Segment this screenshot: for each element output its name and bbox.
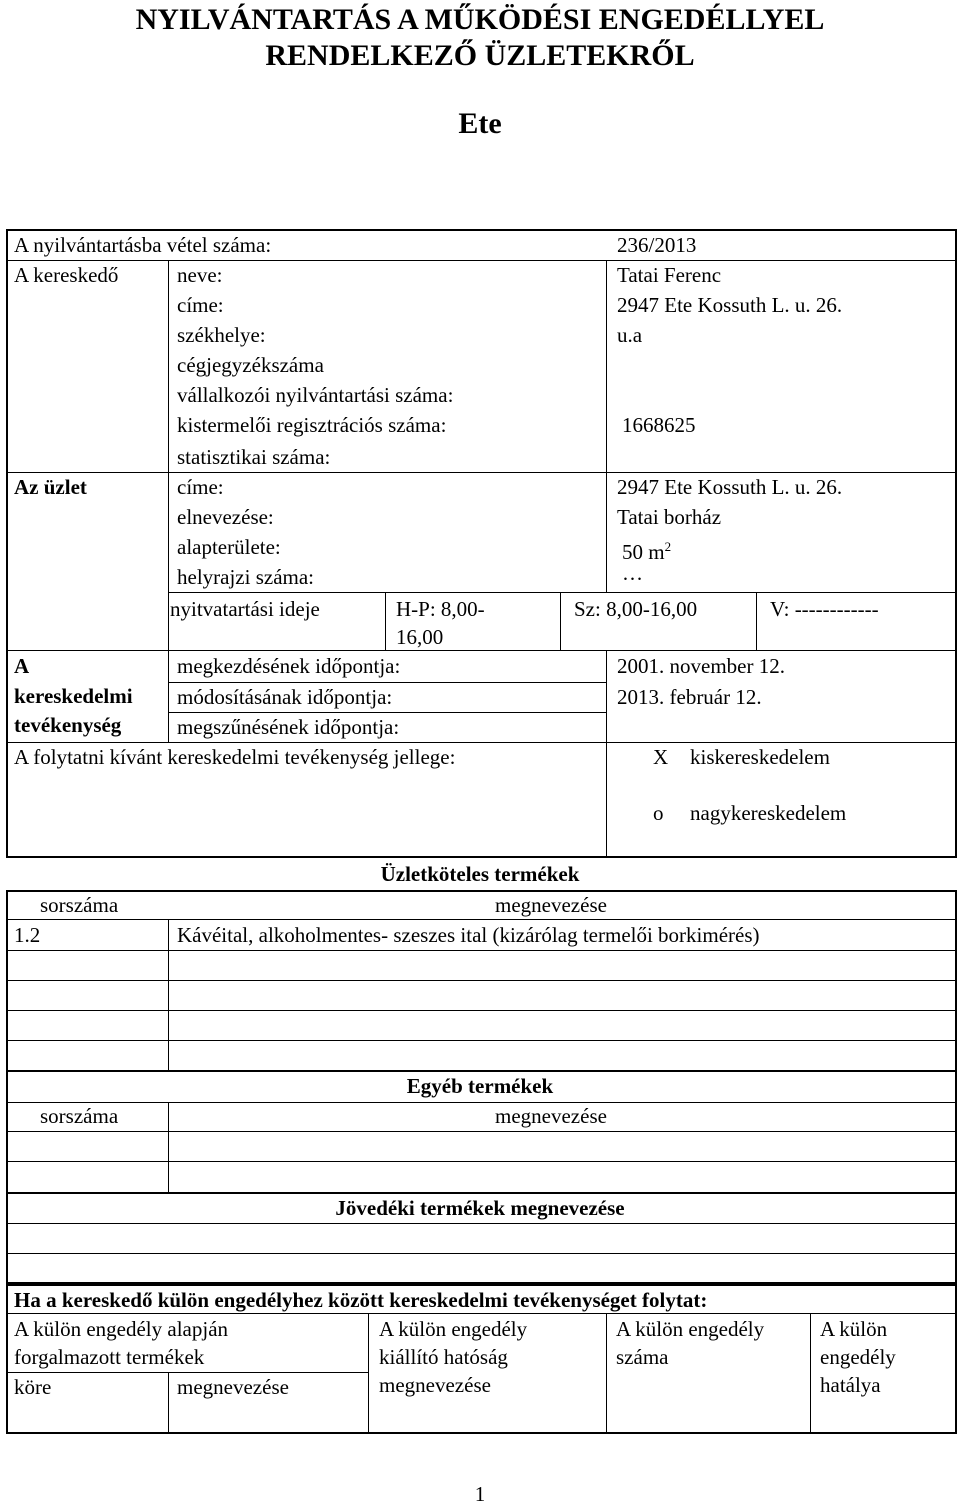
other-products-col-name: megnevezése: [495, 1104, 607, 1128]
activity-section-line1: A: [14, 654, 30, 678]
shop-name-value: Tatai borház: [617, 505, 722, 529]
merchant-address-value: 2947 Ete Kossuth L. u. 26.: [617, 293, 843, 317]
merchant-entrepreneur-reg-label: vállalkozói nyilvántartási száma:: [177, 383, 454, 407]
retail-label: kiskereskedelem: [690, 745, 830, 769]
shop-lot-value: …: [622, 561, 643, 585]
merchant-statistical-label: statisztikai száma:: [177, 445, 331, 469]
merchant-seat-value: u.a: [617, 323, 643, 347]
activity-nature-label: A folytatni kívánt kereskedelmi tevékenység jellege:: [14, 745, 456, 769]
activity-start-value: 2001. november 12.: [617, 654, 785, 678]
merchant-producer-reg-label: kistermelői regisztrációs száma:: [177, 413, 447, 437]
special-license-col4-line3: hatálya: [820, 1373, 881, 1397]
merchant-producer-reg-value: 1668625: [622, 413, 696, 437]
special-license-col2-line2: kiállító hatóság: [379, 1345, 508, 1369]
shop-area-label: alapterülete:: [177, 535, 281, 559]
city-name: Ete: [458, 107, 502, 140]
licensed-products-heading: Üzletköteles termékek: [380, 862, 580, 886]
opening-hours-label: nyitvatartási ideje: [170, 597, 320, 621]
opening-hours-weekday-line2: 16,00: [396, 625, 444, 649]
activity-end-label: megszűnésének időpontja:: [177, 715, 400, 739]
special-license-scope: köre: [14, 1375, 52, 1399]
special-license-col4-line1: A külön: [820, 1317, 888, 1341]
opening-hours-saturday: Sz: 8,00-16,00: [574, 597, 698, 621]
shop-name-label: elnevezése:: [177, 505, 274, 529]
registration-value: 236/2013: [617, 233, 697, 257]
activity-modified-label: módosításának időpontja:: [177, 685, 393, 709]
shop-address-label: címe:: [177, 475, 224, 499]
special-license-heading: Ha a kereskedő külön engedélyhez között kereskedelmi tevékenységet folytat:: [14, 1288, 708, 1312]
shop-address-value: 2947 Ete Kossuth L. u. 26.: [617, 475, 843, 499]
special-license-product-name: megnevezése: [177, 1375, 289, 1399]
shop-area-value: 50 $m^2$: [622, 539, 672, 564]
special-license-col2-line1: A külön engedély: [379, 1317, 528, 1341]
special-license-col1-line2: forgalmazott termékek: [14, 1345, 205, 1369]
licensed-product-number: 1.2: [14, 923, 41, 947]
merchant-name-value: Tatai Ferenc: [617, 263, 722, 287]
page-title-line2: RENDELKEZŐ ÜZLETEKRŐL: [265, 39, 695, 72]
licensed-products-col-number: sorszáma: [40, 893, 119, 917]
page-number: 1: [474, 1482, 486, 1506]
wholesale-label: nagykereskedelem: [690, 801, 847, 825]
page-title-line1: NYILVÁNTARTÁS A MŰKÖDÉSI ENGEDÉLLYEL: [135, 3, 825, 36]
merchant-address-label: címe:: [177, 293, 224, 317]
licensed-products-col-name: megnevezése: [495, 893, 607, 917]
shop-section-label: Az üzlet: [14, 475, 87, 499]
merchant-section-label: A kereskedő: [14, 263, 119, 287]
special-license-col3-line2: száma: [616, 1345, 669, 1369]
excise-products-heading: Jövedéki termékek megnevezése: [335, 1196, 625, 1220]
retail-checkbox[interactable]: X: [653, 745, 669, 769]
activity-modified-value: 2013. február 12.: [617, 685, 762, 709]
activity-section-line2: kereskedelmi: [14, 684, 133, 708]
other-products-heading: Egyéb termékek: [406, 1074, 554, 1098]
opening-hours-sunday: V: ------------: [770, 597, 879, 621]
activity-start-label: megkezdésének időpontja:: [177, 654, 401, 678]
wholesale-checkbox[interactable]: o: [653, 801, 664, 825]
special-license-col2-line3: megnevezése: [379, 1373, 491, 1397]
merchant-company-reg-label: cégjegyzékszáma: [177, 353, 324, 377]
shop-lot-label: helyrajzi száma:: [177, 565, 315, 589]
special-license-col3-line1: A külön engedély: [616, 1317, 765, 1341]
licensed-product-name: Kávéital, alkoholmentes- szeszes ital (kizárólag termelői borkimérés): [177, 923, 760, 947]
activity-section-line3: tevékenység: [14, 713, 122, 737]
other-products-col-number: sorszáma: [40, 1104, 119, 1128]
merchant-seat-label: székhelye:: [177, 323, 266, 347]
merchant-name-label: neve:: [177, 263, 223, 287]
registration-label: A nyilvántartásba vétel száma:: [14, 233, 272, 257]
special-license-col4-line2: engedély: [820, 1345, 896, 1369]
opening-hours-weekday-line1: H-P: 8,00-: [396, 597, 485, 621]
special-license-col1-line1: A külön engedély alapján: [14, 1317, 229, 1341]
